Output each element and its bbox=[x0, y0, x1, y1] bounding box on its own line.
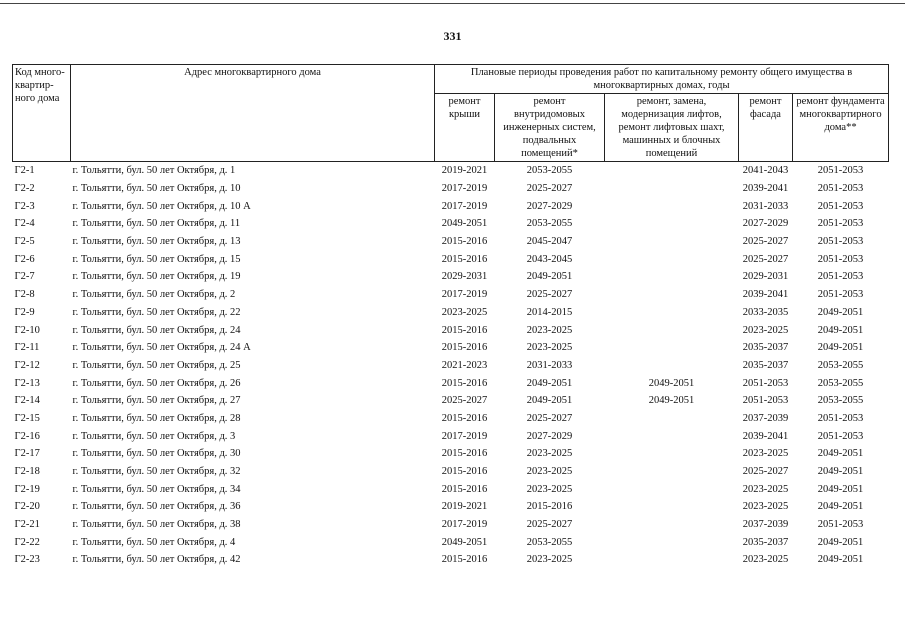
header-facade: ремонт фасада bbox=[739, 94, 793, 162]
table-row bbox=[13, 551, 889, 569]
cell-lifts: 2049-2051 bbox=[648, 377, 695, 389]
cell-address: г. Тольятти, бул. 50 лет Октября, д. 4 bbox=[72, 536, 236, 548]
cell-roof: 2025-2027 bbox=[441, 395, 488, 407]
table-row bbox=[13, 445, 889, 463]
cell-roof: 2015-2016 bbox=[441, 448, 488, 460]
cell-roof: 2023-2025 bbox=[441, 306, 488, 318]
table-row bbox=[13, 286, 889, 304]
cell-systems: 2015-2016 bbox=[526, 501, 573, 513]
header-address: Адрес многоквартирного дома bbox=[71, 65, 435, 162]
cell-foundation: 2049-2051 bbox=[817, 536, 864, 548]
cell-systems: 2027-2029 bbox=[526, 430, 573, 442]
cell-foundation: 2053-2055 bbox=[817, 359, 864, 371]
cell-roof: 2019-2021 bbox=[441, 501, 488, 513]
cell-address: г. Тольятти, бул. 50 лет Октября, д. 10 А bbox=[72, 200, 251, 212]
cell-foundation: 2049-2051 bbox=[817, 448, 864, 460]
cell-lifts: 2049-2051 bbox=[648, 395, 695, 407]
cell-foundation: 2051-2053 bbox=[817, 236, 864, 248]
table-row bbox=[13, 480, 889, 498]
cell-facade: 2039-2041 bbox=[742, 289, 789, 301]
header-lifts: ремонт, замена, модернизация лифтов, ремонт лифтовых шахт, машинных и блочных помещений bbox=[605, 94, 739, 162]
cell-systems: 2023-2025 bbox=[526, 466, 573, 478]
table-row bbox=[13, 321, 889, 339]
cell-roof: 2015-2016 bbox=[441, 253, 488, 265]
table-row bbox=[13, 427, 889, 445]
table-row bbox=[13, 374, 889, 392]
table-row bbox=[13, 268, 889, 286]
table-row bbox=[13, 233, 889, 251]
cell-code: Г2-19 bbox=[14, 483, 40, 495]
cell-systems: 2053-2055 bbox=[526, 165, 573, 177]
cell-roof: 2015-2016 bbox=[441, 466, 488, 478]
cell-foundation: 2049-2051 bbox=[817, 483, 864, 495]
cell-lifts bbox=[605, 286, 739, 304]
header-code: Код много-квартир-ного дома bbox=[13, 65, 71, 162]
cell-code: Г2-15 bbox=[14, 412, 40, 424]
cell-address: г. Тольятти, бул. 50 лет Октября, д. 38 bbox=[72, 519, 241, 531]
cell-address: г. Тольятти, бул. 50 лет Октября, д. 25 bbox=[72, 359, 241, 371]
cell-roof: 2015-2016 bbox=[441, 342, 488, 354]
cell-lifts bbox=[605, 197, 739, 215]
cell-systems: 2031-2033 bbox=[526, 359, 573, 371]
cell-lifts bbox=[605, 498, 739, 516]
cell-foundation: 2049-2051 bbox=[817, 466, 864, 478]
cell-code: Г2-5 bbox=[14, 236, 35, 248]
cell-address: г. Тольятти, бул. 50 лет Октября, д. 1 bbox=[72, 165, 236, 177]
cell-lifts bbox=[605, 339, 739, 357]
cell-code: Г2-2 bbox=[14, 183, 35, 195]
cell-facade: 2029-2031 bbox=[742, 271, 789, 283]
cell-foundation: 2051-2053 bbox=[817, 271, 864, 283]
cell-foundation: 2049-2051 bbox=[817, 306, 864, 318]
cell-lifts bbox=[605, 551, 739, 569]
cell-roof: 2019-2021 bbox=[441, 165, 488, 177]
header-systems: ремонт внутридомовых инженерных систем, подвальных помещений* bbox=[495, 94, 605, 162]
cell-systems: 2027-2029 bbox=[526, 200, 573, 212]
table-row bbox=[13, 498, 889, 516]
cell-facade: 2039-2041 bbox=[742, 183, 789, 195]
cell-systems: 2049-2051 bbox=[526, 395, 573, 407]
cell-foundation: 2053-2055 bbox=[817, 395, 864, 407]
cell-foundation: 2053-2055 bbox=[817, 377, 864, 389]
cell-code: Г2-14 bbox=[14, 395, 40, 407]
cell-systems: 2023-2025 bbox=[526, 324, 573, 336]
cell-lifts bbox=[605, 480, 739, 498]
table-row bbox=[13, 304, 889, 322]
cell-address: г. Тольятти, бул. 50 лет Октября, д. 27 bbox=[72, 395, 241, 407]
header-roof: ремонт крыши bbox=[435, 94, 495, 162]
cell-foundation: 2051-2053 bbox=[817, 430, 864, 442]
cell-code: Г2-10 bbox=[14, 324, 40, 336]
cell-lifts bbox=[605, 410, 739, 428]
cell-systems: 2014-2015 bbox=[526, 306, 573, 318]
cell-systems: 2023-2025 bbox=[526, 554, 573, 566]
cell-foundation: 2049-2051 bbox=[817, 324, 864, 336]
cell-code: Г2-21 bbox=[14, 519, 40, 531]
cell-facade: 2023-2025 bbox=[742, 324, 789, 336]
table-row bbox=[13, 197, 889, 215]
cell-facade: 2051-2053 bbox=[742, 395, 789, 407]
cell-roof: 2021-2023 bbox=[441, 359, 488, 371]
cell-foundation: 2051-2053 bbox=[817, 253, 864, 265]
cell-facade: 2023-2025 bbox=[742, 554, 789, 566]
cell-foundation: 2051-2053 bbox=[817, 165, 864, 177]
cell-roof: 2015-2016 bbox=[441, 412, 488, 424]
cell-lifts bbox=[605, 180, 739, 198]
page-number: 331 bbox=[443, 29, 462, 43]
cell-systems: 2025-2027 bbox=[526, 183, 573, 195]
top-rule bbox=[0, 3, 905, 4]
cell-code: Г2-20 bbox=[14, 501, 40, 513]
table-row bbox=[13, 215, 889, 233]
cell-facade: 2023-2025 bbox=[742, 501, 789, 513]
cell-facade: 2035-2037 bbox=[742, 359, 789, 371]
cell-code: Г2-22 bbox=[14, 536, 40, 548]
cell-lifts bbox=[605, 427, 739, 445]
cell-foundation: 2051-2053 bbox=[817, 218, 864, 230]
cell-code: Г2-11 bbox=[14, 342, 40, 354]
cell-systems: 2043-2045 bbox=[526, 253, 573, 265]
table-row bbox=[13, 410, 889, 428]
cell-systems: 2049-2051 bbox=[526, 377, 573, 389]
cell-code: Г2-13 bbox=[14, 377, 40, 389]
cell-roof: 2017-2019 bbox=[441, 519, 488, 531]
cell-code: Г2-18 bbox=[14, 466, 40, 478]
cell-address: г. Тольятти, бул. 50 лет Октября, д. 36 bbox=[72, 501, 241, 513]
table-row bbox=[13, 463, 889, 481]
cell-roof: 2017-2019 bbox=[441, 289, 488, 301]
cell-facade: 2023-2025 bbox=[742, 448, 789, 460]
cell-lifts bbox=[605, 162, 739, 180]
cell-foundation: 2051-2053 bbox=[817, 412, 864, 424]
cell-foundation: 2051-2053 bbox=[817, 289, 864, 301]
cell-lifts bbox=[605, 445, 739, 463]
cell-facade: 2027-2029 bbox=[742, 218, 789, 230]
cell-lifts bbox=[605, 250, 739, 268]
table-row bbox=[13, 180, 889, 198]
cell-roof: 2015-2016 bbox=[441, 554, 488, 566]
cell-roof: 2017-2019 bbox=[441, 200, 488, 212]
cell-lifts bbox=[605, 321, 739, 339]
cell-facade: 2033-2035 bbox=[742, 306, 789, 318]
cell-address: г. Тольятти, бул. 50 лет Октября, д. 26 bbox=[72, 377, 241, 389]
cell-code: Г2-17 bbox=[14, 448, 40, 460]
cell-systems: 2053-2055 bbox=[526, 218, 573, 230]
cell-roof: 2049-2051 bbox=[441, 536, 488, 548]
cell-facade: 2041-2043 bbox=[742, 165, 789, 177]
cell-code: Г2-1 bbox=[14, 165, 35, 177]
cell-foundation: 2051-2053 bbox=[817, 519, 864, 531]
cell-systems: 2049-2051 bbox=[526, 271, 573, 283]
table-row bbox=[13, 339, 889, 357]
cell-facade: 2051-2053 bbox=[742, 377, 789, 389]
cell-lifts bbox=[605, 463, 739, 481]
cell-roof: 2015-2016 bbox=[441, 483, 488, 495]
cell-roof: 2015-2016 bbox=[441, 236, 488, 248]
cell-address: г. Тольятти, бул. 50 лет Октября, д. 32 bbox=[72, 466, 241, 478]
cell-code: Г2-9 bbox=[14, 306, 35, 318]
table-row bbox=[13, 162, 889, 180]
cell-systems: 2023-2025 bbox=[526, 483, 573, 495]
cell-systems: 2045-2047 bbox=[526, 236, 573, 248]
table-body bbox=[13, 162, 889, 569]
cell-foundation: 2049-2051 bbox=[817, 342, 864, 354]
cell-lifts bbox=[605, 233, 739, 251]
cell-lifts bbox=[605, 304, 739, 322]
table-row bbox=[13, 357, 889, 375]
cell-facade: 2035-2037 bbox=[742, 536, 789, 548]
cell-code: Г2-3 bbox=[14, 200, 35, 212]
cell-address: г. Тольятти, бул. 50 лет Октября, д. 30 bbox=[72, 448, 241, 460]
cell-facade: 2039-2041 bbox=[742, 430, 789, 442]
cell-lifts bbox=[605, 268, 739, 286]
cell-address: г. Тольятти, бул. 50 лет Октября, д. 10 bbox=[72, 183, 241, 195]
cell-lifts bbox=[605, 357, 739, 375]
cell-lifts bbox=[605, 215, 739, 233]
cell-code: Г2-4 bbox=[14, 218, 35, 230]
cell-systems: 2023-2025 bbox=[526, 448, 573, 460]
cell-systems: 2025-2027 bbox=[526, 289, 573, 301]
cell-address: г. Тольятти, бул. 50 лет Октября, д. 11 bbox=[72, 218, 241, 230]
cell-roof: 2029-2031 bbox=[441, 271, 488, 283]
cell-foundation: 2049-2051 bbox=[817, 501, 864, 513]
table-row bbox=[13, 533, 889, 551]
cell-address: г. Тольятти, бул. 50 лет Октября, д. 13 bbox=[72, 236, 241, 248]
cell-systems: 2025-2027 bbox=[526, 412, 573, 424]
cell-roof: 2015-2016 bbox=[441, 324, 488, 336]
cell-code: Г2-6 bbox=[14, 253, 35, 265]
repair-schedule-table bbox=[12, 64, 889, 569]
cell-code: Г2-7 bbox=[14, 271, 35, 283]
cell-systems: 2025-2027 bbox=[526, 519, 573, 531]
cell-address: г. Тольятти, бул. 50 лет Октября, д. 3 bbox=[72, 430, 236, 442]
table-row bbox=[13, 516, 889, 534]
cell-address: г. Тольятти, бул. 50 лет Октября, д. 34 bbox=[72, 483, 241, 495]
table-row bbox=[13, 392, 889, 410]
cell-facade: 2035-2037 bbox=[742, 342, 789, 354]
cell-code: Г2-23 bbox=[14, 554, 40, 566]
cell-address: г. Тольятти, бул. 50 лет Октября, д. 42 bbox=[72, 554, 241, 566]
cell-address: г. Тольятти, бул. 50 лет Октября, д. 24 bbox=[72, 324, 241, 336]
header-periods: Плановые периоды проведения работ по капитальному ремонту общего имущества в многоквартирных домах, годы bbox=[435, 65, 889, 94]
cell-foundation: 2051-2053 bbox=[817, 200, 864, 212]
cell-foundation: 2051-2053 bbox=[817, 183, 864, 195]
table-row bbox=[13, 250, 889, 268]
cell-roof: 2049-2051 bbox=[441, 218, 488, 230]
cell-address: г. Тольятти, бул. 50 лет Октября, д. 2 bbox=[72, 289, 236, 301]
cell-code: Г2-8 bbox=[14, 289, 35, 301]
cell-address: г. Тольятти, бул. 50 лет Октября, д. 19 bbox=[72, 271, 241, 283]
cell-facade: 2025-2027 bbox=[742, 466, 789, 478]
cell-address: г. Тольятти, бул. 50 лет Октября, д. 15 bbox=[72, 253, 241, 265]
cell-facade: 2037-2039 bbox=[742, 412, 789, 424]
cell-roof: 2017-2019 bbox=[441, 183, 488, 195]
cell-facade: 2031-2033 bbox=[742, 200, 789, 212]
cell-systems: 2023-2025 bbox=[526, 342, 573, 354]
cell-lifts bbox=[605, 516, 739, 534]
cell-code: Г2-12 bbox=[14, 359, 40, 371]
cell-facade: 2025-2027 bbox=[742, 253, 789, 265]
cell-address: г. Тольятти, бул. 50 лет Октября, д. 22 bbox=[72, 306, 241, 318]
cell-systems: 2053-2055 bbox=[526, 536, 573, 548]
header-foundation: ремонт фундамента многоквартирного дома** bbox=[793, 94, 889, 162]
cell-address: г. Тольятти, бул. 50 лет Октября, д. 24 А bbox=[72, 342, 251, 354]
cell-facade: 2037-2039 bbox=[742, 519, 789, 531]
cell-facade: 2025-2027 bbox=[742, 236, 789, 248]
cell-lifts bbox=[605, 533, 739, 551]
cell-roof: 2017-2019 bbox=[441, 430, 488, 442]
cell-address: г. Тольятти, бул. 50 лет Октября, д. 28 bbox=[72, 412, 241, 424]
cell-roof: 2015-2016 bbox=[441, 377, 488, 389]
cell-code: Г2-16 bbox=[14, 430, 40, 442]
cell-facade: 2023-2025 bbox=[742, 483, 789, 495]
cell-foundation: 2049-2051 bbox=[817, 554, 864, 566]
